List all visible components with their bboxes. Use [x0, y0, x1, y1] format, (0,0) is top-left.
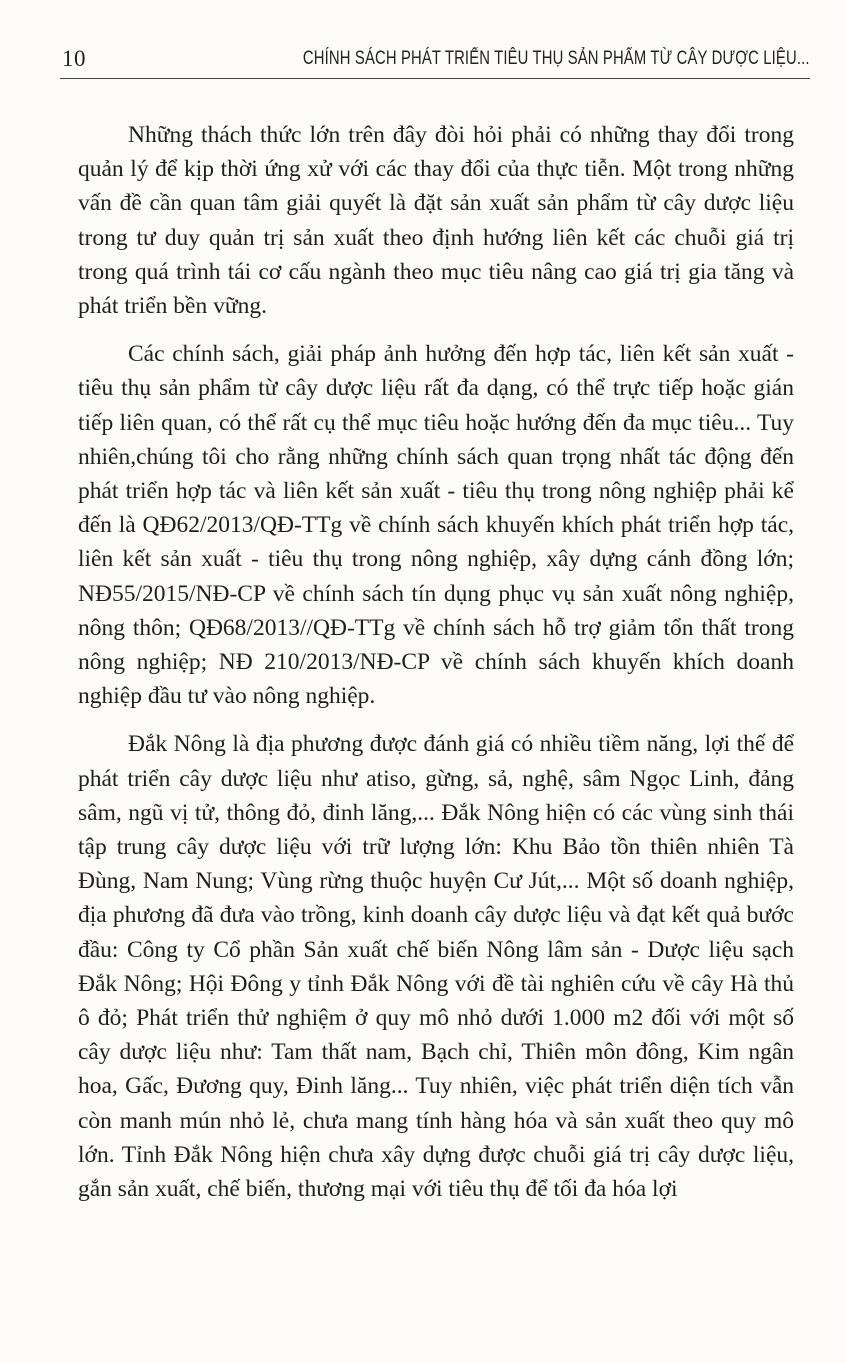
- running-title: CHÍNH SÁCH PHÁT TRIỂN TIÊU THỤ SẢN PHẨM TỪ CÂY DƯỢC LIỆU...: [303, 48, 810, 69]
- body-text: [78, 118, 794, 1220]
- page-header: [60, 40, 810, 80]
- paragraph-1: Những thách thức lớn trên đây đòi hỏi phải có những thay đổi trong quản lý để kịp thời ứng xử với các thay đổi của thực tiễn. Một trong những vấn đề cần quan tâm giải quyết là đặt sản xuất sản phẩm từ cây dược liệu trong tư duy quản trị sản xuất theo định hướng liên kết các chuỗi giá trị trong quá trình tái cơ cấu ngành theo mục tiêu nâng cao giá trị gia tăng và phát triển bền vững.: [78, 122, 794, 320]
- header-rule: [60, 78, 810, 79]
- paragraph-3: Đắk Nông là địa phương được đánh giá có nhiều tiềm năng, lợi thế để phát triển cây dược liệu như atiso, gừng, sả, nghệ, sâm Ngọc Linh, đảng sâm, ngũ vị tử, thông đỏ, đinh lăng,... Đắk Nông hiện có các vùng sinh thái tập trung cây dược liệu với trữ lượng lớn: Khu Bảo tồn thiên nhiên Tà Đùng, Nam Nung; Vùng rừng thuộc huyện Cư Jút,... Một số doanh nghiệp, địa phương đã đưa vào trồng, kinh doanh cây dược liệu và đạt kết quả bước đầu: Công ty Cổ phần Sản xuất chế biến Nông lâm sản - Dược liệu sạch Đắk Nông; Hội Đông y tỉnh Đắk Nông với đề tài nghiên cứu về cây Hà thủ ô đỏ; Phát triển thử nghiệm ở quy mô nhỏ dưới 1.000 m2 đối với một số cây dược liệu như: Tam thất nam, Bạch chỉ, Thiên môn đông, Kim ngân hoa, Gấc, Đương quy, Đinh lăng... Tuy nhiên, việc phát triển diện tích vẫn còn manh mún nhỏ lẻ, chưa mang tính hàng hóa và sản xuất theo quy mô lớn. Tỉnh Đắk Nông hiện chưa xây dựng được chuỗi giá trị cây dược liệu, gắn sản xuất, chế biến, thương mại với tiêu thụ để tối đa hóa lợi: [78, 731, 794, 1203]
- paragraph-2: Các chính sách, giải pháp ảnh hưởng đến hợp tác, liên kết sản xuất - tiêu thụ sản phẩm từ cây dược liệu rất đa dạng, có thể trực tiếp hoặc gián tiếp liên quan, có thể rất cụ thể mục tiêu hoặc hướng đến đa mục tiêu... Tuy nhiên,chúng tôi cho rằng những chính sách quan trọng nhất tác động đến phát triển hợp tác và liên kết sản xuất - tiêu thụ trong nông nghiệp phải kể đến là QĐ62/2013/QĐ-TTg về chính sách khuyến khích phát triển hợp tác, liên kết sản xuất - tiêu thụ trong nông nghiệp, xây dựng cánh đồng lớn; NĐ55/2015/NĐ-CP về chính sách tín dụng phục vụ sản xuất nông nghiệp, nông thôn; QĐ68/2013//QĐ-TTg về chính sách hỗ trợ giảm tổn thất trong nông nghiệp; NĐ 210/2013/NĐ-CP về chính sách khuyến khích doanh nghiệp đầu tư vào nông nghiệp.: [78, 341, 794, 710]
- page-number: 10: [62, 46, 86, 71]
